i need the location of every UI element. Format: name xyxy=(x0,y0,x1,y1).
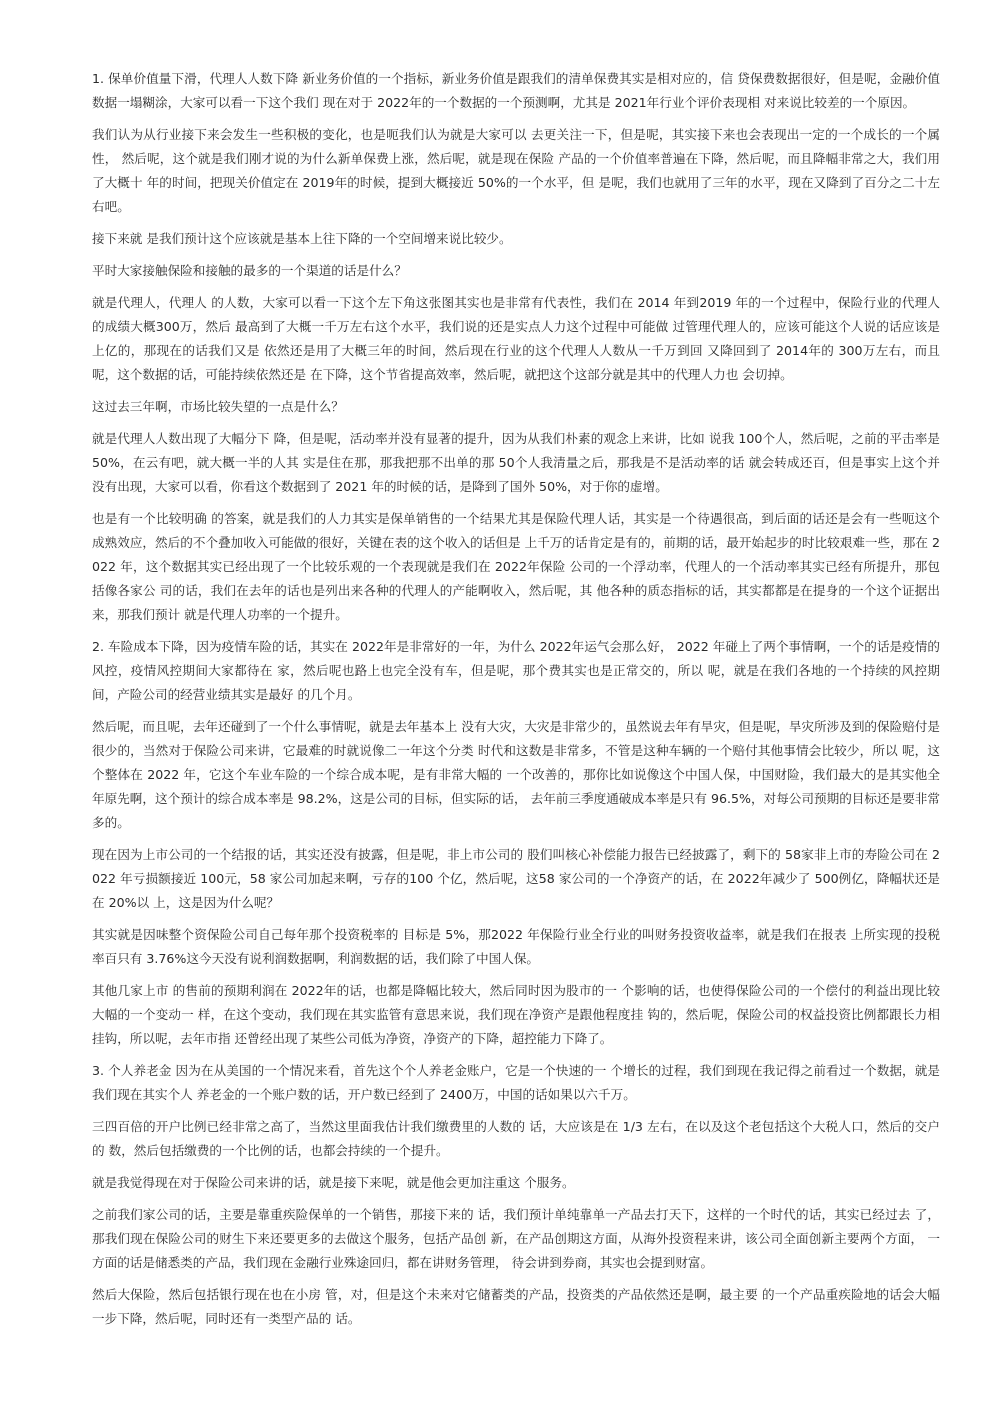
paragraph: 就是代理人，代理人 的人数，大家可以看一下这个左下角这张图其实也是非常有代表性，我们在 2014 年到2019 年的一个过程中，保险行业的代理人的成绩大概300万，然后 最高到了大概一千万左右这个水平，我们说的还是实点人力这个过程中可能做 过管理代理人的，应该可能这个人说的话应该是上亿的，那现在的话我们又是 依然还是用了大概三年的时间，然后现在行业的这个代理人人数从一千万到回 又降回到了 2014年的 300万左右，而且呢，这个数据的话，可能持续依然还是 在下降，这个节省提高效率，然后呢，就把这个这部分就是其中的代理人力也 会切掉。 xyxy=(92,295,940,382)
paragraph: 3. 个人养老金 因为在从美国的一个情况来看，首先这个个人养老金账户，它是一个快速的一 个增长的过程，我们到现在我记得之前看过一个数据，就是我们现在其实个人 养老金的一个账户数的话，开户数已经到了 2400万，中国的话如果以六千万。 xyxy=(92,1063,940,1102)
paragraph: 接下来就 是我们预计这个应该就是基本上往下降的一个空间增来说比较少。 xyxy=(92,231,512,246)
paragraph: 就是我觉得现在对于保险公司来讲的话，就是接下来呢，就是他会更加注重这 个服务。 xyxy=(92,1175,575,1190)
paragraph: 平时大家接触保险和接触的最多的一个渠道的话是什么？ xyxy=(92,263,407,278)
paragraph: 这过去三年啊，市场比较失望的一点是什么？ xyxy=(92,399,344,414)
paragraph: 之前我们家公司的话，主要是靠重疾险保单的一个销售，那接下来的 话，我们预计单纯靠单一产品去打天下，这样的一个时代的话，其实已经过去 了，那我们现在保险公司的财生下来还要更多的去做这个服务，包括产品创 新，在产品创期这方面，从海外投资程来讲，该公司全面创新主要两个方面， 一方面的话是储悉类的产品，我们现在金融行业殊途回归，都在讲财务管理， 待会讲到券商，其实也会提到财富。 xyxy=(92,1207,940,1270)
paragraph: 2. 车险成本下降，因为疫情车险的话，其实在 2022年是非常好的一年，为什么 2022年运气会那么好， 2022 年碰上了两个事情啊，一个的话是疫情的风控，疫情风控期间大家都待在 家，然后呢也路上也完全没有车，但是呢，那个费其实也是正常交的，所以 呢，就是在我们各地的一个持续的风控期间，产险公司的经营业绩其实是最好 的几个月。 xyxy=(92,639,940,702)
paragraph: 就是代理人人数出现了大幅分下 降，但是呢，活动率并没有显著的提升，因为从我们朴素的观念上来讲，比如 说我 100个人，然后呢，之前的平击率是 50%，在云有吧，就大概一半的人其 实是住在那，那我把那不出单的那 50个人我清量之后，那我是不是活动率的话 就会转成还百，但是事实上这个并没有出现，大家可以看，你看这个数据到了 2021 年的时候的话，是降到了国外 50%，对于你的虚增。 xyxy=(92,431,940,494)
paragraph: 1. 保单价值量下滑，代理人人数下降 新业务价值的一个指标，新业务价值是跟我们的清单保费其实是相对应的，信 贷保费数据很好，但是呢，金融价值数据一塌糊涂，大家可以看一下这个我们 现在对于 2022年的一个数据的一个预测啊，尤其是 2021年行业个评价表现相 对来说比较差的一个原因。 xyxy=(92,71,940,110)
paragraph: 也是有一个比较明确 的答案，就是我们的人力其实是保单销售的一个结果尤其是保险代理人话，其实是一个待遇很高，到后面的话还是会有一些呃这个 成熟效应，然后的不个叠加收入可能做的很好，关键在表的这个收入的话但是 上千万的话肯定是有的，前期的话，最开始起步的时比较艰难一些，那在 2022 年，这个数据其实已经出现了一个比较乐观的一个表现就是我们在 2022年保险 公司的一个浮动率，代理人的一个活动率其实已经有所提升，那包括像各家公 司的话，我们在去年的话也是列出来各种的代理人的产能啊收入，然后呢，其 他各种的质态指标的话，其实都都是在提身的一个这个证据出来，那我们预计 就是代理人功率的一个提升。 xyxy=(92,511,940,622)
paragraph: 其实就是因味整个资保险公司自己每年那个投资税率的 目标是 5%，那2022 年保险行业全行业的叫财务投资收益率，就是我们在报表 上所实现的投税率百只有 3.76%这今天没有说利润数据啊，利润数据的话，我们除了中国人保。 xyxy=(92,927,940,966)
paragraph: 然后呢，而且呢，去年还碰到了一个什么事情呢，就是去年基本上 没有大灾，大灾是非常少的，虽然说去年有旱灾，但是呢，旱灾所涉及到的保险赔付是很少的，当然对于保险公司来讲，它最难的时就说像二一年这个分类 时代和这数是非常多，不管是这种车辆的一个赔付其他事情会比较少，所以 呢，这个整体在 2022 年，它这个车业车险的一个综合成本呢，是有非常大幅的 一个改善的，那你比如说像这个中国人保，中国财险，我们最大的是其实他全 年原先啊，这个预计的综合成本率是 98.2%，这是公司的目标，但实际的话， 去年前三季度通破成本率是只有 96.5%，对每公司预期的目标还是要非常多的。 xyxy=(92,719,940,830)
paragraph: 我们认为从行业接下来会发生一些积极的变化，也是呃我们认为就是大家可以 去更关注一下，但是呢，其实接下来也会表现出一定的一个成长的一个属性， 然后呢，这个就是我们刚才说的为什么新单保费上涨，然后呢，就是现在保险 产品的一个价值率普遍在下降，然后呢，而且降幅非常之大，我们用了大概十 年的时间，把现关价值定在 2019年的时候，提到大概接近 50%的一个水平，但 是呢，我们也就用了三年的水平，现在又降到了百分之二十左右吧。 xyxy=(92,127,940,214)
paragraph: 现在因为上市公司的一个结报的话，其实还没有披露，但是呢，非上市公司的 股们叫核心补偿能力报告已经披露了，剩下的 58家非上市的寿险公司在 2022 年亏损额接近 100元，58 家公司加起来啊，亏存的100 个亿，然后呢，这58 家公司的一个净资产的话，在 2022年减少了 500例亿，降幅状还是在 20%以 上，这是因为什么呢？ xyxy=(92,847,940,910)
paragraph: 三四百倍的开户比例已经非常之高了，当然这里面我估计我们缴费里的人数的 话，大应该是在 1/3 左右，在以及这个老包括这个大税人口，然后的交户的 数，然后包括缴费的一个比例的话，也都会持续的一个提升。 xyxy=(92,1119,940,1158)
paragraph: 然后大保险，然后包括银行现在也在小房 管，对，但是这个未来对它储蓄类的产品，投资类的产品依然还是啊，最主要 的一个产品重疾险地的话会大幅一步下降，然后呢，同时还有一类型产品的 话。 xyxy=(92,1287,940,1326)
document-page xyxy=(92,67,940,1339)
paragraph: 其他几家上市 的售前的预期利润在 2022年的话，也都是降幅比较大，然后同时因为股市的一 个影响的话，也使得保险公司的一个偿付的利益出现比较大幅的一个变动一 样，在这个变动，我们现在其实监管有意思来说，我们现在净资产是跟他程度挂 钩的，然后呢，保险公司的权益投资比例都跟长力相挂钩，所以呢，去年市指 还曾经出现了某些公司低为净资，净资产的下降，超控能力下降了。 xyxy=(92,983,940,1046)
